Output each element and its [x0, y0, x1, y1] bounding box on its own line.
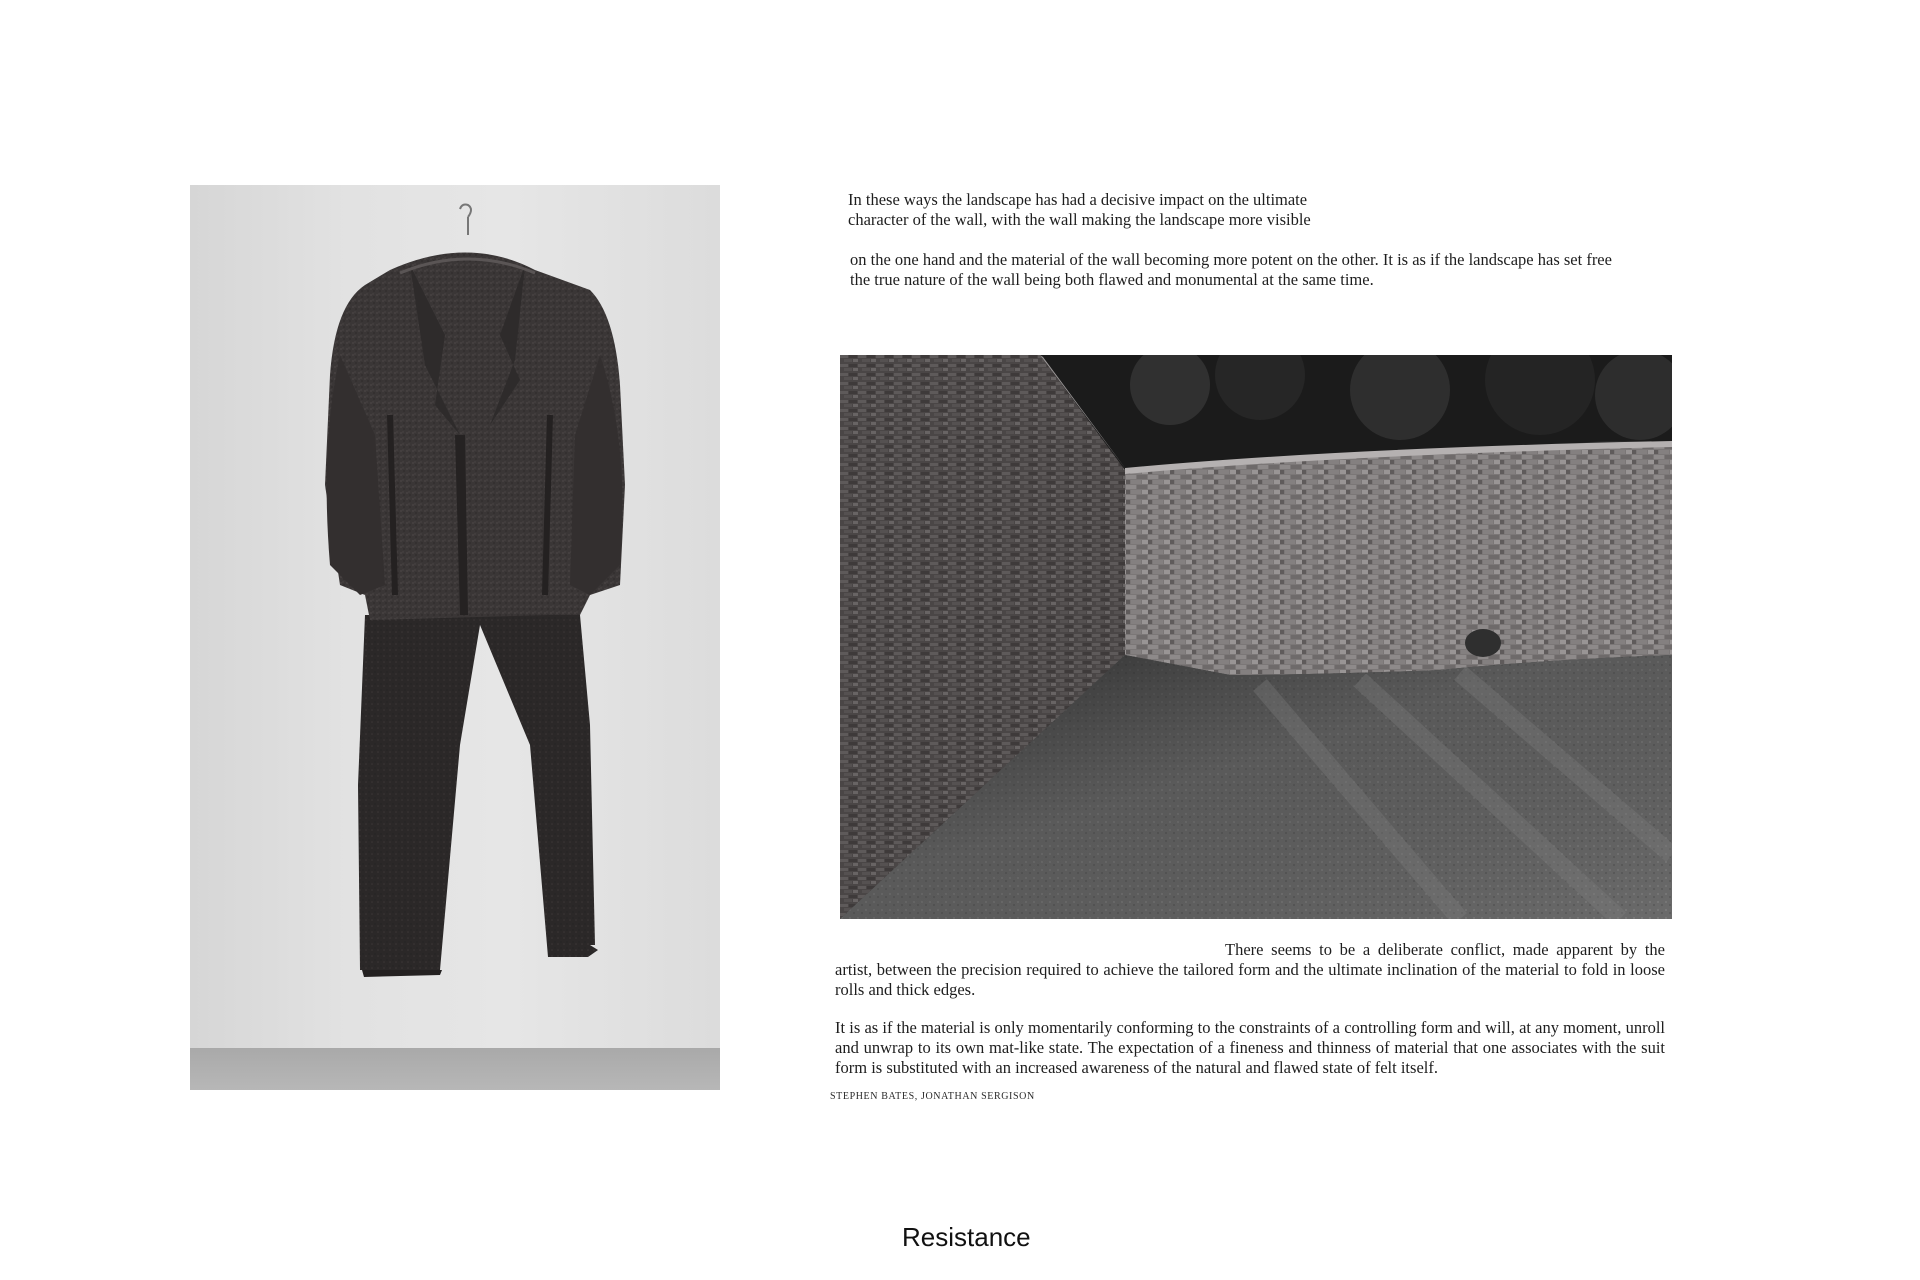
- trousers: [358, 615, 598, 970]
- paragraph-line: In these ways the landscape has had a decisive impact on the ultimate: [848, 190, 1308, 209]
- suit-photograph: [190, 185, 720, 1090]
- paragraph-wall-nature: [850, 250, 1750, 290]
- paragraph-line: the true nature of the wall being both flawed and monumental at the same time.: [850, 270, 1374, 289]
- paragraph-line: on the one hand and the material of the wall becoming more potent on the other. It is as if the landscape has set free: [850, 250, 1612, 269]
- paragraph-material-conforming: It is as if the material is only momentarily conforming to the constraints of a controlling form and will, at any moment, unroll and unwrap to its own mat-like state. The expectation of a fineness and thinness of material that one associates with the suit form is substituted with an increased awareness of the natural and flawed state of felt itself.: [835, 1018, 1665, 1077]
- floor-strip: [190, 1048, 720, 1090]
- paragraph-landscape-impact: [848, 190, 1408, 230]
- paragraph-line: character of the wall, with the wall making the landscape more visible: [848, 210, 1311, 229]
- paragraph-deliberate-conflict: There seems to be a deliberate conflict, made apparent by the artist, between the precision required to achieve the tailored form and the ultimate inclination of the material to fold in loose rolls and thick edges.: [835, 940, 1665, 999]
- author-credit: STEPHEN BATES, JONATHAN SERGISON: [830, 1091, 1035, 1102]
- felt-suit-illustration: [190, 185, 720, 1090]
- page-title: Resistance: [902, 1222, 1031, 1252]
- brick-wall-illustration: [840, 355, 1672, 919]
- wall-photograph: [840, 355, 1672, 919]
- hanger-icon: [460, 205, 471, 218]
